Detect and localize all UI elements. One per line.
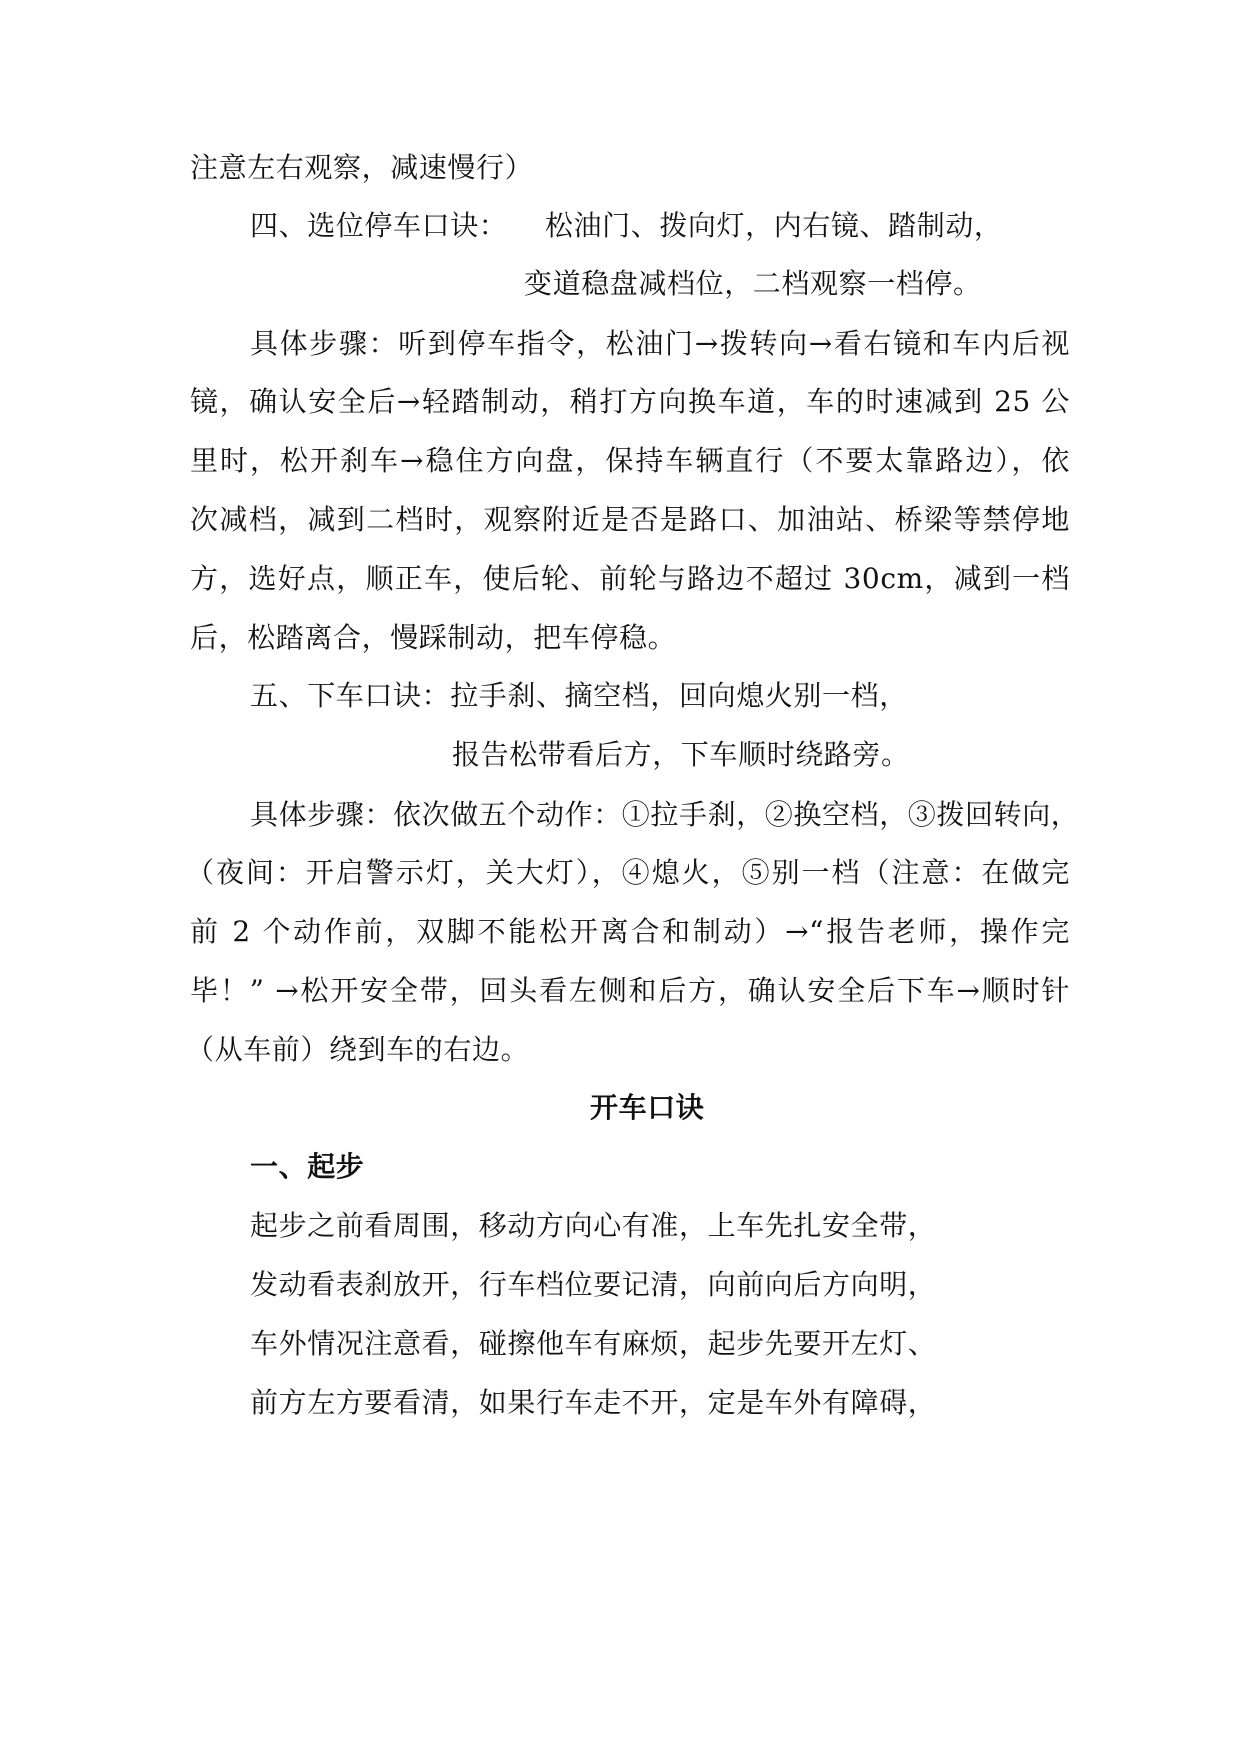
text-line: 注意左右观察，减速慢行）: [190, 151, 534, 184]
paragraph-line: 具体步骤：依次做五个动作：①拉手刹，②换空档，③拨回转向，: [250, 798, 1080, 831]
rhyme-line: 变道稳盘减档位，二档观察一档停。: [524, 267, 982, 300]
rhyme-line: 报告松带看后方，下车顺时绕路旁。: [452, 738, 910, 771]
paragraph-line: 次减档，减到二档时，观察附近是否是路口、加油站、桥梁等禁停地: [190, 503, 1070, 536]
paragraph-line: 方，选好点，顺正车，使后轮、前轮与路边不超过 30cm，减到一档: [190, 562, 1070, 595]
section-title: 开车口诀: [590, 1091, 705, 1124]
paragraph-line: 前 2 个动作前，双脚不能松开离合和制动）→“报告老师，操作完: [190, 915, 1070, 948]
paragraph-line: 具体步骤：听到停车指令，松油门→拨转向→看右镜和车内后视: [250, 327, 1070, 360]
rhyme-line: 起步之前看周围，移动方向心有准，上车先扎安全带，: [250, 1209, 937, 1242]
rhyme-line: 前方左方要看清，如果行车走不开，定是车外有障碍，: [250, 1386, 937, 1419]
paragraph-line: 镜，确认安全后→轻踏制动，稍打方向换车道，车的时速减到 25 公: [190, 385, 1070, 418]
paragraph-line: （从车前）绕到车的右边。: [186, 1033, 530, 1066]
rhyme-line: 车外情况注意看，碰擦他车有麻烦，起步先要开左灯、: [250, 1327, 937, 1360]
rhyme-label: 四、选位停车口诀：: [250, 209, 508, 242]
rhyme-heading-exit: 五、下车口诀：拉手刹、摘空档，回向熄火别一档，: [250, 679, 908, 712]
paragraph-line: （夜间：开启警示灯，关大灯），④熄火，⑤别一档（注意：在做完: [186, 856, 1070, 889]
subsection-heading: 一、起步: [250, 1150, 365, 1183]
paragraph-line: 里时，松开刹车→稳住方向盘，保持车辆直行（不要太靠路边），依: [190, 444, 1070, 477]
rhyme-heading-park: [250, 206, 1130, 246]
paragraph-line: 毕！” →松开安全带，回头看左侧和后方，确认安全后下车→顺时针: [190, 974, 1070, 1007]
paragraph-line: 后，松踏离合，慢踩制动，把车停稳。: [190, 621, 677, 654]
rhyme-text: 松油门、拨向灯，内右镜、踏制动，: [544, 209, 1003, 242]
rhyme-line: 发动看表刹放开，行车档位要记清，向前向后方向明，: [250, 1268, 937, 1301]
